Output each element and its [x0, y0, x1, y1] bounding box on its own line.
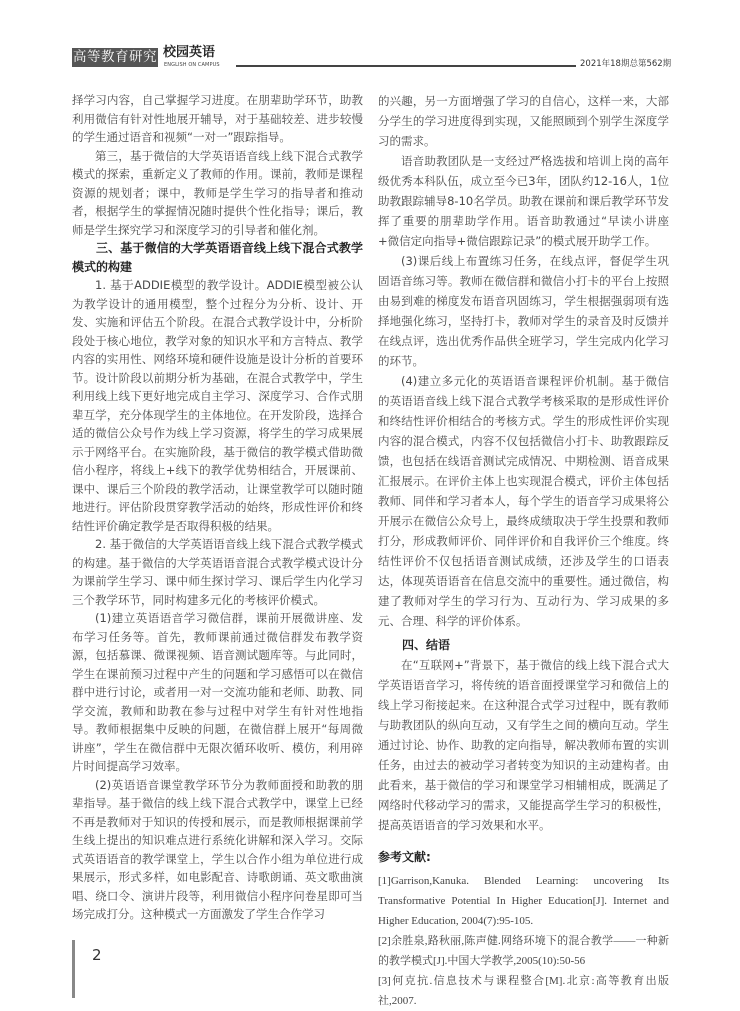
paragraph: 1. 基于ADDIE模型的教学设计。ADDIE模型被公认为教学设计的通用模型，整个过程分为分析、设计、开发、实施和评估五个阶段。在混合式教学设计中，分析阶段处于核心地位，教学对象的知识水平和方言特点、教学内容的实用性、网络环境和硬件设施是设计分析的首要环节。设计阶段以前期分析为基础，在混合式教学中，学生利用线上线下更好地完成自主学习、深度学习、合作式朋辈互学，充分体现学生的主体地位。在开发阶段，选择合适的微信公众号作为线上学习资源，将学生的学习成果展示于网络平台。在实施阶段，基于微信的教学模式借助微信小程序，将线上+线下的教学优势相结合，开展课前、课中、课后三个阶段的教学活动，让课堂教学可以随时随地进行。评估阶段贯穿教学活动的始终，形成性评价和终结性评价确定教学是否取得积极的结果。 — [72, 278, 363, 533]
page-number-bar — [72, 940, 75, 998]
reference-item: [2]余胜泉,路秋丽,陈声健.网络环境下的混合教学——一种新的教学模式[J].中国大学教学,2005(10):50-56 — [378, 935, 669, 967]
reference-item: [3]何克抗.信息技术与课程整合[M].北京:高等教育出版社,2007. — [378, 975, 669, 1007]
paragraph: 语音助教团队是一支经过严格选拔和培训上岗的高年级优秀本科队伍，成立至今已3年，团队约12-16人，1位助教跟踪辅导8-10名学员。助教在课前和课后教学环节发挥了重要的朋辈助学作用。语音助教通过“早读小讲座+微信定向指导+微信跟踪记录”的模式展开助学工作。 — [378, 154, 669, 248]
paragraph: 2. 基于微信的大学英语语音线上线下混合式教学模式的构建。基于微信的大学英语语音混合式教学模式设计分为课前学生学习、课中师生探讨学习、课后学生内化学习三个教学环节，同时构建多元化的考核评价模式。 — [72, 537, 363, 607]
paragraph: 的兴趣，另一方面增强了学习的自信心，这样一来，大部分学生的学习进度得到实现，又能照顾到个别学生深度学习的需求。 — [378, 94, 669, 148]
paragraph: (1)建立英语语音学习微信群，课前开展微讲座、发布学习任务等。首先，教师课前通过微信群发布教学资源，包括慕课、微课视频、语音测试题库等。与此同时，学生在课前预习过程中产生的问题和学习感悟可以在微信群中进行讨论，或者用一对一交流功能和老师、助教、同学交流，教师和助教在参与过程中对学生有针对性地指导。教师根据集中反映的问题，在微信群上展开“每周微讲座”，学生在微信群中无限次循环收听、模仿，利用碎片时间提高学习效率。 — [72, 611, 363, 773]
paragraph: (2)英语语音课堂教学环节分为教师面授和助教的朋辈指导。基于微信的线上线下混合式教学中，课堂上已经不再是教师对于知识的传授和展示，而是教师根据课前学生线上提出的知识难点进行系统化讲解和深入学习。交际式英语语音的教学课堂上，学生以合作小组为单位进行成果展示，形式多样，如电影配音、诗歌朗诵、英文歌曲演唱、绕口令、演讲片段等，利用微信小程序问卷星即可当场完成打分。这种模式一方面激发了学生合作学习 — [72, 777, 363, 921]
reference-item: [1]Garrison,Kanuka. Blended Learning: uncovering Its Transformative Potential In Higher Education[J]. Internet and Higher Education, 2004(7):95-105. — [378, 875, 669, 927]
issue-label: 2021年18期总第562期 — [580, 59, 672, 69]
left-column — [72, 91, 363, 924]
paragraph: (3)课后线上布置练习任务，在线点评，督促学生巩固语音练习等。教师在微信群和微信小打卡的平台上按照由易到难的梯度发布语音巩固练习，学生根据强弱项有选择地强化练习，坚持打卡，教师对学生的录音及时反馈并在线点评，选出优秀作品供全班学习，学生完成内化学习的环节。 — [378, 254, 669, 368]
references-heading: 参考文献: — [378, 850, 431, 864]
right-column — [378, 91, 669, 1011]
header-divider — [236, 65, 576, 67]
paragraph: 在“互联网+”背景下，基于微信的线上线下混合式大学英语语音学习，将传统的语音面授课堂学习和微信上的线上学习衔接起来。在这种混合式学习过程中，既有教师与助教团队的纵向互动，又有学生之间的横向互动。学生通过讨论、协作、助教的定向指导，解决教师布置的实训任务，由过去的被动学习者转变为知识的主动建构者。由此看来，基于微信的学习和课堂学习相辅相成，既满足了网络时代移动学习的需求，又能提高学生学习的积极性，提高英语语音的学习效果和水平。 — [378, 658, 669, 832]
page-number: 2 — [92, 946, 102, 964]
section-heading: 三、基于微信的大学英语语音线上线下混合式教学模式的构建 — [72, 241, 363, 274]
paragraph: 第三，基于微信的大学英语语音线上线下混合式教学模式的探索，重新定义了教师的作用。课前，教师是课程资源的规划者；课中，教师是学生学习的指导者和推动者，根据学生的掌握情况随时提供个性化指导；课后，教师是学生探究学习和深度学习的引导者和催化剂。 — [72, 148, 363, 237]
section-heading: 四、结语 — [402, 638, 451, 652]
journal-brand: 校园英语 — [163, 45, 216, 60]
paragraph: (4)建立多元化的英语语音课程评价机制。基于微信的英语语音线上线下混合式教学考核采取的是形成性评价和终结性评价相结合的考核方式。学生的形成性评价实现内容的混合模式，内容不仅包括微信小打卡、助教跟踪反馈，也包括在线语音测试完成情况、中期检测、语音成果汇报展示。在评价主体上也实现混合模式，评价主体包括教师、同伴和学习者本人，每个学生的语音学习成果将公开展示在微信公众号上，最终成绩取决于学生投票和教师打分，形成教师评价、同伴评价和自我评价三个维度。终结性评价不仅包括语音测试成绩，还涉及学生的口语表达，体现英语语音在信息交流中的重要性。通过微信，构建了教师对学生的学习行为、互动行为、学习成果的多元、合理、科学的评价体系。 — [378, 374, 669, 628]
journal-brand-english: ENGLISH ON CAMPUS — [164, 62, 220, 68]
paragraph: 择学习内容，自己掌握学习进度。在朋辈助学环节，助教利用微信有针对性地展开辅导，对于基础较差、进步较慢的学生通过语音和视频“一对一”跟踪指导。 — [72, 93, 363, 144]
section-label: 高等教育研究 — [73, 49, 157, 65]
